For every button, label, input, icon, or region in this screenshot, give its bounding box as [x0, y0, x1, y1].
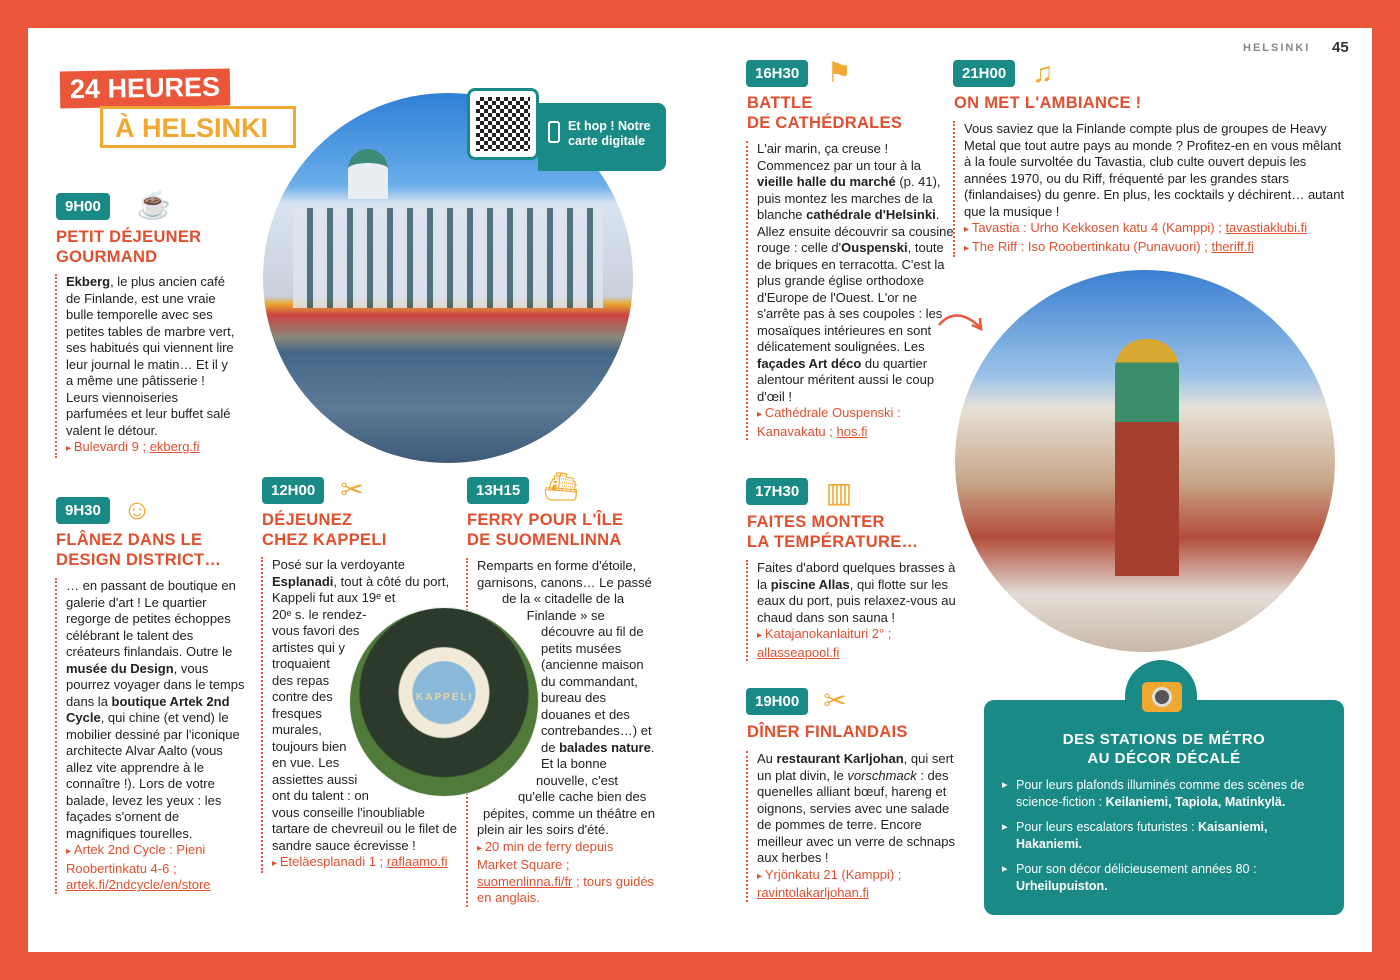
paragraph — [964, 121, 1348, 220]
section-body — [953, 121, 1348, 257]
text-segment: . Allez ensuite découvrir sa cousine rouge : celle d' — [757, 207, 954, 255]
section-title: ON MET L'AMBIANCE ! — [954, 94, 1142, 112]
music-notes-icon: ♫ — [1032, 57, 1054, 88]
section-body — [746, 751, 956, 902]
running-head: HELSINKI — [1243, 42, 1311, 54]
time-badge: 21H00 — [953, 60, 1015, 87]
paragraph — [66, 578, 250, 842]
bold-text: Keilaniemi, Tapiola, Matinkylä. — [1105, 794, 1286, 809]
bold-text: Esplanadi — [272, 573, 334, 589]
text-segment: : des quenelles alliant bœuf, hareng et oignons, servies avec une salade de pommes de terre. Encore meilleur avec un verre de schnaps aux herbes ! — [757, 767, 955, 865]
paragraph — [757, 560, 956, 626]
address-line — [477, 839, 656, 907]
page-number: 45 — [1332, 39, 1349, 56]
text-segment: The Riff : Iso Roobertinkatu (Punavuori) ; — [971, 238, 1212, 254]
text-segment: Yrjönkatu 21 (Kamppi) ; — [764, 866, 902, 882]
text-segment: Pour leurs escalators futuristes : — [1016, 820, 1199, 834]
metro-stations-box — [984, 700, 1344, 915]
text-segment: Au — [757, 751, 777, 766]
time-badge: 12H00 — [262, 477, 324, 504]
text-segment: , le plus ancien café de Finlande, est une vraie bulle temporelle avec ses petites tables de marbre vert, ses habitués qui viennent lire leur journal le matin… Et il y a même une pâtisserie ! Leurs viennoiseries parfumées et leur buffet salé valent le détour. — [66, 274, 235, 438]
text-segment: Katajanokanlaituri 2° ; — [764, 626, 892, 641]
bold-text: musée du Design — [66, 660, 174, 676]
web-link[interactable]: allasseapool.fi — [757, 644, 840, 660]
web-link[interactable]: theriff.fi — [1211, 238, 1254, 254]
curved-arrow-icon — [936, 305, 986, 335]
text-segment: Remparts en forme d'étoile, garnisons, canons… Le passé de la « citadelle de la Finlande » se découvre au fil de petits musées (ancienne maison du commandant, bureau des douanes et des contrebandes…) et de — [477, 558, 652, 755]
section-title: DÉJEUNEZ CHEZ KAPPELI — [262, 511, 387, 549]
text-segment: Artek 2nd Cycle : Pieni Roobertinkatu 4-6 ; — [66, 842, 206, 876]
text-segment: L'air marin, ça creuse ! Commencez par un tour à la — [757, 141, 922, 173]
text-segment: Vous saviez que la Finlande compte plus de groupes de Heavy Metal que tout autre pays au monde ? Profitez-en en vous mêlant à la foule survoltée du Tavastia, club culte ouvert depuis les années 1970, ou du Riff, fréquenté par les grandes stars (finlandaises) du genre. En plus, les cocktails y déchirent… autant que la musique ! — [964, 121, 1345, 219]
time-badge: 9H30 — [56, 497, 110, 524]
section-title: DÎNER FINLANDAIS — [747, 723, 908, 741]
time-badge: 19H00 — [746, 688, 808, 715]
section-body — [746, 560, 956, 661]
bold-text: restaurant Karljohan — [776, 751, 904, 766]
text-segment: , tout à côté du port, Kappeli fut aux 19ᵉ et 20ᵉ s. le rendez-vous favori des artistes qui y troquaient des repas contre des fresques murales, toujours bien en vue. Les assiettes aussi ont du talent : on vous conseille l'inoubliable tartare de chevreuil ou le filet de sandre sauce écrevisse ! — [272, 573, 457, 853]
text-segment: … en passant de boutique en galerie d'art ! Le quartier regorge de petites échoppes célébrant le talent des créateurs finlandais. Outre le — [66, 578, 236, 659]
web-link[interactable]: tavastiaklubi.fi — [1225, 220, 1308, 235]
web-link[interactable]: raflaamo.fi — [386, 854, 448, 869]
web-link[interactable]: hos.fi — [836, 423, 868, 439]
address-line — [66, 439, 235, 458]
section-title: FERRY POUR L'ÎLE DE SUOMENLINNA — [467, 511, 624, 549]
text-segment: du quartier alentour méritent aussi le coup d'œil ! — [757, 355, 935, 404]
text-segment: , vous pourrez voyager dans le temps dans la — [66, 660, 245, 709]
paragraph — [757, 751, 956, 867]
address-line — [757, 867, 956, 902]
digital-map-text: Et hop ! Notre carte digitale — [568, 119, 651, 148]
fork-knife-icon: ✂ — [340, 474, 364, 505]
bold-text: boutique Artek 2nd Cycle — [66, 693, 230, 725]
text-segment: Posé sur la verdoyante — [272, 557, 405, 572]
text-segment: , qui sert un plat divin, le — [757, 751, 954, 783]
bold-text: Ekberg — [66, 274, 111, 289]
section-body — [55, 578, 250, 894]
web-link[interactable]: ravintolakarljohan.fi — [757, 885, 870, 900]
web-link[interactable]: ekberg.fi — [149, 439, 200, 454]
flag-icon: ⚑ — [826, 57, 852, 88]
bold-text: Ouspenski — [841, 240, 908, 255]
bold-text: Urheilupuiston. — [1016, 878, 1108, 893]
text-segment: Pour son décor délicieusement années 80 : — [1016, 862, 1257, 876]
bold-text: balades nature — [559, 739, 651, 755]
text-segment: , toute de briques en terracotta. C'est la plus grande église orthodoxe d'Europe de l'Ouest. L'or ne s'arrête pas à ses coupoles : les mosaïques intérieures en sont délicatement soulignées. Les — [757, 240, 945, 354]
section-title: PETIT DÉJEUNER GOURMAND — [56, 228, 202, 266]
text-segment: Cathédrale Ouspenski : Kanavakatu ; — [757, 405, 901, 439]
section-body — [746, 141, 954, 440]
qr-code[interactable] — [467, 88, 539, 160]
address-line — [964, 239, 1348, 258]
camera-icon — [1142, 682, 1182, 712]
section-title: FAITES MONTER LA TEMPÉRATURE… — [747, 513, 919, 551]
paragraph — [757, 141, 954, 405]
address-line — [66, 842, 250, 894]
metro-item — [1002, 819, 1326, 852]
address-line — [272, 854, 457, 873]
text-segment: Faites d'abord quelques brasses à la — [757, 560, 956, 592]
web-link[interactable]: artek.fi/2ndcycle/en/store — [66, 877, 211, 892]
text-segment: vorschmack — [847, 767, 917, 783]
metro-box-title: DES STATIONS DE MÉTRO AU DÉCOR DÉCALÉ — [1062, 731, 1266, 767]
text-segment: . Et la bonne nouvelle, c'est qu'elle cache bien des pépites, comme un théâtre en plein air les soirs d'été. — [477, 739, 655, 837]
time-badge: 16H30 — [746, 60, 808, 87]
metro-item — [1002, 777, 1326, 810]
fork-spoon-icon: ✂ — [823, 685, 847, 716]
bold-text: façades Art déco — [757, 355, 862, 371]
address-line — [964, 220, 1348, 239]
web-link[interactable]: suomenlinna.fi/fr — [477, 873, 573, 889]
bold-text: Kaisaniemi, Hakaniemi. — [1016, 820, 1268, 851]
digital-map-label[interactable] — [538, 103, 666, 171]
section-title: FLÂNEZ DANS LE DESIGN DISTRICT… — [56, 531, 222, 569]
address-line — [757, 626, 956, 661]
time-badge: 9H00 — [56, 193, 110, 220]
text-segment: , qui flotte sur les eaux du port, puis relaxez-vous au chaud dans son sauna ! — [757, 576, 956, 625]
time-badge: 13H15 — [467, 477, 529, 504]
section-body — [55, 274, 235, 458]
bold-text: vieille halle du marché — [757, 174, 896, 189]
coffee-cup-icon: ☕ — [136, 189, 172, 220]
phone-icon — [548, 121, 560, 143]
text-segment: 20 min de ferry depuis Market Square ; — [477, 838, 614, 872]
text-segment: (p. 41), puis montez les marches de la blanche — [757, 174, 941, 222]
address-line — [757, 405, 954, 440]
kappeli-sign: KAPPELI — [416, 692, 474, 703]
text-segment: Bulevardi 9 ; — [73, 439, 150, 454]
bold-text: cathédrale d'Helsinki — [806, 207, 936, 222]
text-segment: Pour leurs plafonds illuminés comme des scènes de science-fiction : — [1016, 778, 1305, 809]
sauna-pool-icon: ▥ — [825, 477, 853, 508]
text-segment: ; tours guidés en anglais. — [477, 873, 655, 905]
paragraph — [66, 274, 235, 439]
design-mask-icon: ☺ — [122, 494, 152, 525]
section-title: BATTLE DE CATHÉDRALES — [747, 94, 903, 132]
text-segment: , qui chine (et vend) le mobilier dessiné par l'iconique architecte Alvar Aalto (vous allez vite apprendre à le connaître !). Lors de votre balade, levez les yeux : les façades s'ornent de magnifiques tourelles. — [66, 710, 240, 841]
page-title-line1: 24 HEURES — [60, 69, 231, 109]
kappeli-photo — [349, 607, 539, 797]
bold-text: piscine Allas — [770, 576, 850, 592]
uspenski-cathedral-photo — [955, 270, 1335, 652]
text-segment: Tavastia : Urho Kekkosen katu 4 (Kamppi) ; — [971, 220, 1226, 235]
time-badge: 17H30 — [746, 478, 808, 505]
ferry-icon: ⛴ — [543, 471, 579, 502]
page-title-line2: À HELSINKI — [100, 106, 296, 148]
text-segment: Eteläesplanadi 1 ; — [279, 854, 387, 869]
metro-item — [1002, 861, 1326, 894]
